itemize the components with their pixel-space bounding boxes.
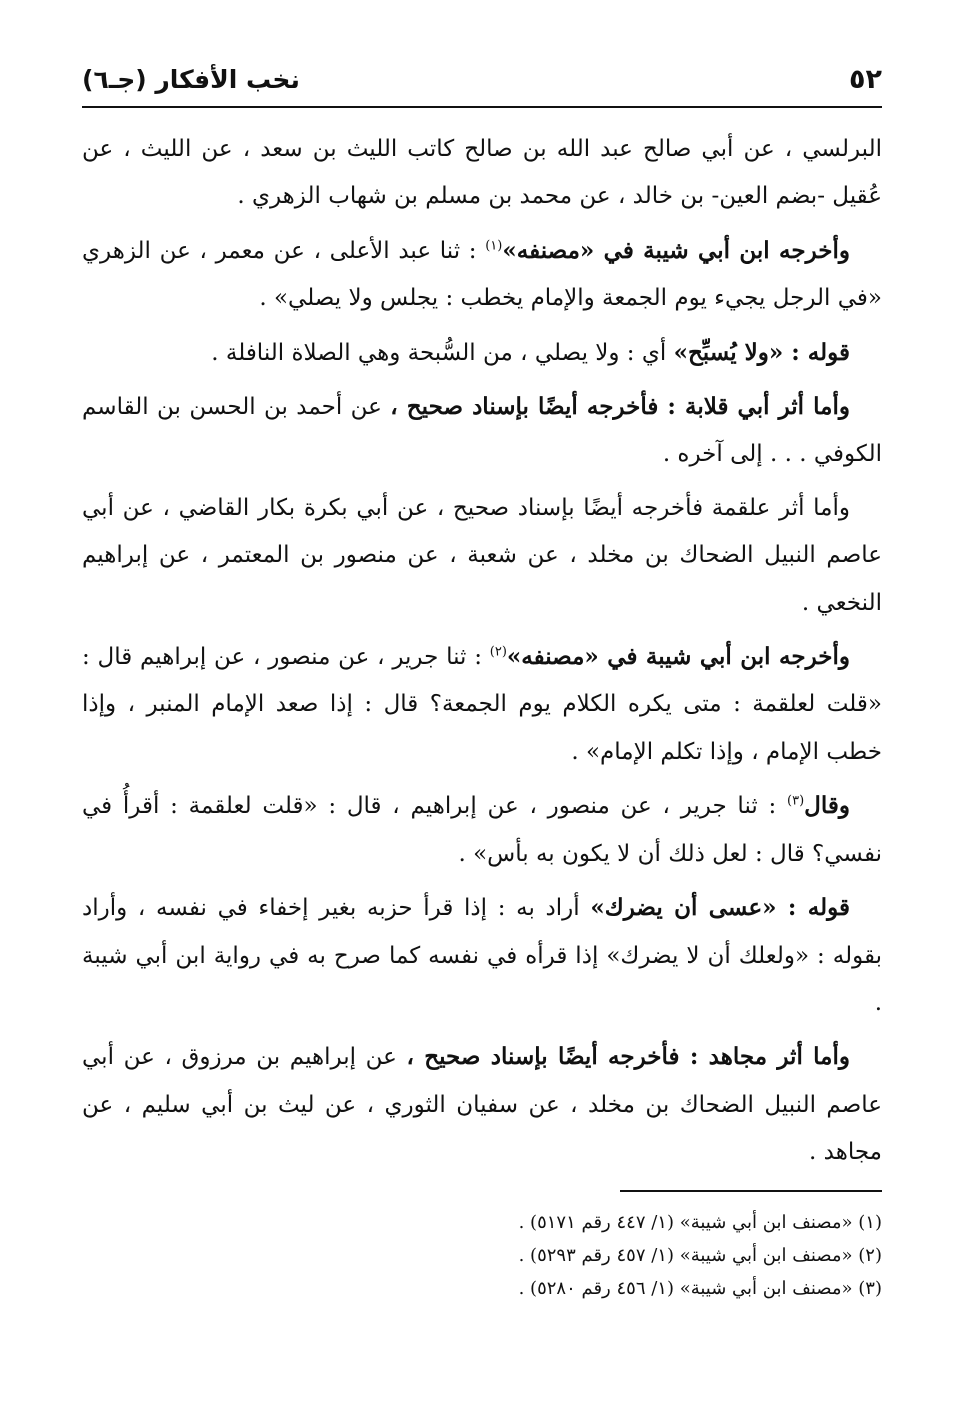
paragraph (82, 782, 882, 878)
paragraph-lead: وأخرجه ابن أبي شيبة في «مصنفه» (502, 236, 850, 264)
paragraph-text: أراد به : إذا قرأ حزبه بغير إخفاء في نفسه ، وأراد بقوله : «ولعلك أن لا يضرك» إذا قرأه في نفسه كما صرح به في رواية ابن أبي شيبة . (82, 895, 882, 1016)
paragraph-lead: وأخرجه ابن أبي شيبة في «مصنفه» (506, 643, 850, 671)
footnote-ref: (١) (485, 238, 503, 254)
book-title: نخب الأفكار (جـ٦) (82, 64, 300, 94)
footnote: (١) «مصنف ابن أبي شيبة» (١/ ٤٤٧ رقم ٥١٧١) . (518, 1212, 882, 1233)
running-header (82, 52, 882, 108)
paragraph-text: البرلسي ، عن أبي صالح عبد الله بن صالح كاتب الليث بن سعد ، عن الليث ، عن عُقيل -بضم العين- بن خالد ، عن محمد بن مسلم بن شهاب الزهري . (82, 136, 882, 210)
paragraph-lead: وأما أثر مجاهد : فأخرجه أيضًا بإسناد صحيح ، (406, 1043, 850, 1071)
paragraph (82, 633, 882, 776)
paragraph-text: أي : ولا يصلي ، من السُّبحة وهي الصلاة النافلة . (211, 339, 674, 366)
paragraph-lead: قوله : «عسى أن يضرك» (590, 894, 850, 922)
paragraph-text: : ثنا جرير ، عن منصور ، عن إبراهيم ، قال : «قلت لعلقمة : أقرأُ في نفسي؟ قال : لعل ذلك أن لا يكون به بأس» . (82, 793, 882, 867)
paragraph (82, 383, 882, 479)
paragraph (82, 1033, 882, 1176)
paragraph (82, 227, 882, 323)
paragraph-lead: وأما أثر أبي قلابة : فأخرجه أيضًا بإسناد صحيح ، (390, 393, 850, 421)
footnote-ref: (٢) (489, 644, 507, 660)
paragraph-text: عن أحمد بن الحسن بن القاسم الكوفي . . . إلى آخره . (82, 394, 882, 468)
footnote-divider (620, 1190, 882, 1192)
footnote-ref: (٣) (787, 793, 805, 809)
paragraph (82, 884, 882, 1027)
footnote: (٣) «مصنف ابن أبي شيبة» (١/ ٤٥٦ رقم ٥٢٨٠) . (518, 1278, 882, 1299)
footnotes (82, 1206, 882, 1305)
page-number: ٥٢ (849, 63, 882, 95)
paragraph (82, 329, 882, 377)
paragraph-text: : ثنا عبد الأعلى ، عن معمر ، عن الزهري «في الرجل يجيء يوم الجمعة والإمام يخطب : يجلس ولا يصلي» . (82, 237, 882, 312)
paragraph-lead: قوله : «ولا يُسبِّح» (673, 338, 850, 366)
main-text (82, 126, 882, 1183)
paragraph (82, 126, 882, 221)
paragraph-lead: وقال (804, 792, 850, 820)
paragraph-text: : ثنا جرير ، عن منصور ، عن إبراهيم قال : «قلت لعلقمة : متى يكره الكلام يوم الجمعة؟ قال : إذا صعد الإمام المنبر ، وإذا خطب الإمام ، وإذا تكلم الإمام» . (82, 644, 882, 765)
paragraph-text: وأما أثر علقمة فأخرجه أيضًا بإسناد صحيح ، عن أبي بكرة بكار القاضي ، عن أبي عاصم النبيل الضحاك بن مخلد ، عن شعبة ، عن منصور بن المعتمر ، عن إبراهيم النخعي . (82, 494, 882, 616)
paragraph-text: عن إبراهيم بن مرزوق ، عن أبي عاصم النبيل الضحاك بن مخلد ، عن سفيان الثوري ، عن ليث بن أبي سليم ، عن مجاهد . (82, 1044, 882, 1166)
footnote: (٢) «مصنف ابن أبي شيبة» (١/ ٤٥٧ رقم ٥٢٩٣) . (518, 1245, 882, 1266)
paragraph (82, 485, 882, 627)
